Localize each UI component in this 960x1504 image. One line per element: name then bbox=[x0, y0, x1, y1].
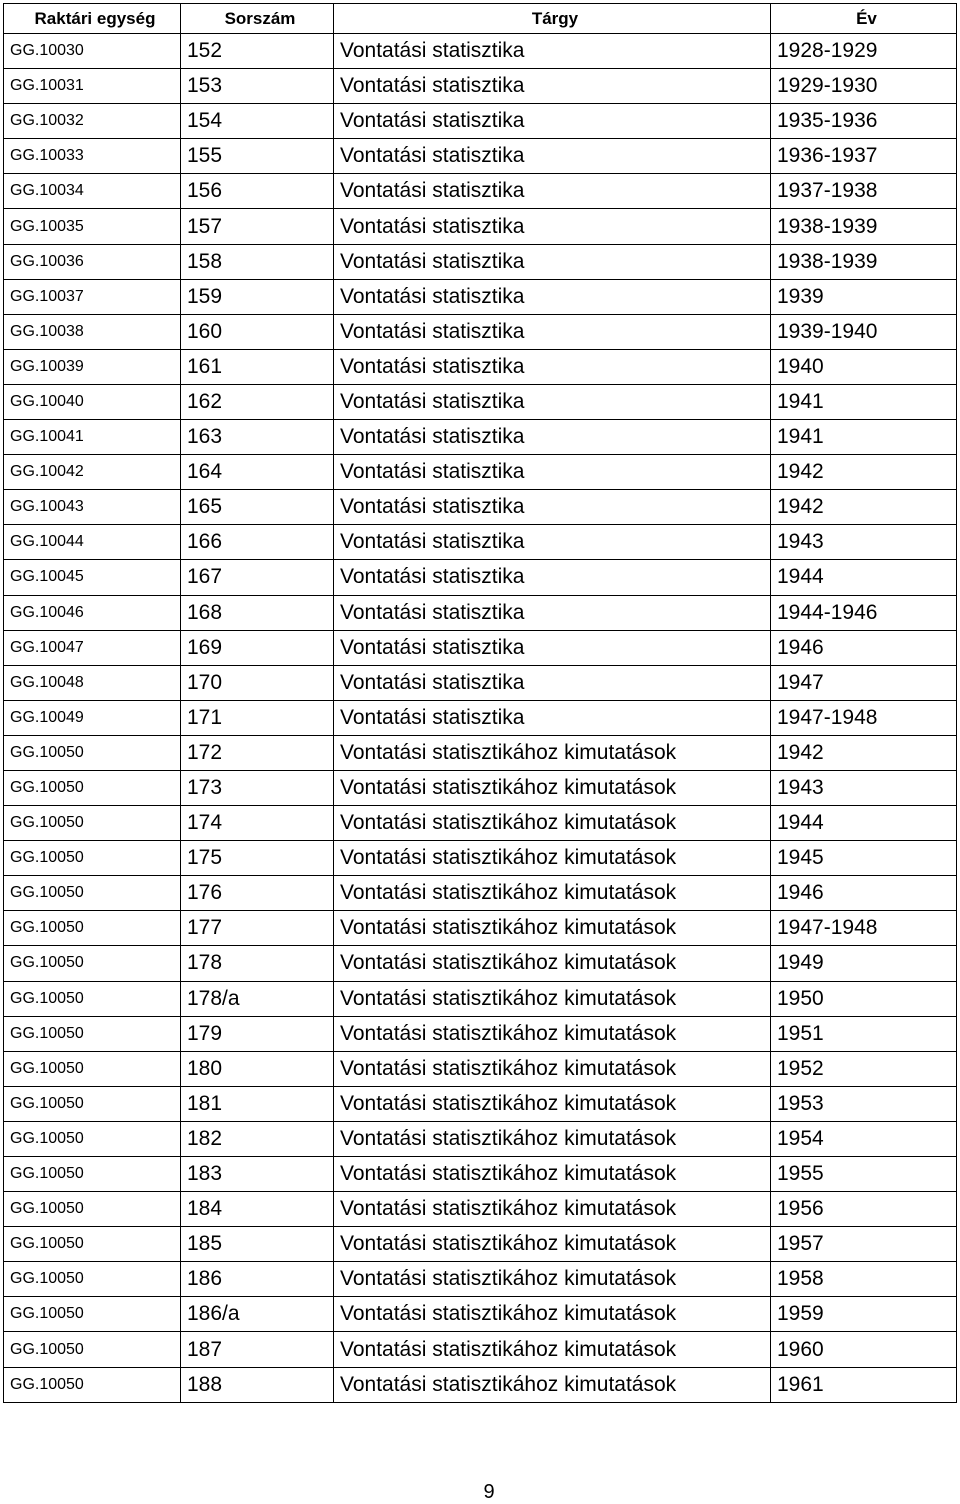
serial-number-cell: 165 bbox=[181, 490, 334, 525]
serial-number-cell: 183 bbox=[181, 1157, 334, 1192]
storage-unit-cell: GG.10039 bbox=[4, 349, 181, 384]
subject-cell: Vontatási statisztikához kimutatások bbox=[334, 1051, 771, 1086]
storage-unit-cell: GG.10050 bbox=[4, 1016, 181, 1051]
table-row bbox=[4, 1086, 957, 1121]
subject-cell: Vontatási statisztikához kimutatások bbox=[334, 1016, 771, 1051]
year-cell: 1939-1940 bbox=[771, 314, 957, 349]
serial-number-cell: 173 bbox=[181, 770, 334, 805]
serial-number-cell: 180 bbox=[181, 1051, 334, 1086]
subject-cell: Vontatási statisztika bbox=[334, 560, 771, 595]
storage-unit-cell: GG.10034 bbox=[4, 174, 181, 209]
year-cell: 1955 bbox=[771, 1157, 957, 1192]
table-row bbox=[4, 1016, 957, 1051]
subject-cell: Vontatási statisztikához kimutatások bbox=[334, 946, 771, 981]
subject-cell: Vontatási statisztika bbox=[334, 244, 771, 279]
storage-unit-cell: GG.10036 bbox=[4, 244, 181, 279]
storage-unit-cell: GG.10050 bbox=[4, 911, 181, 946]
table-row bbox=[4, 665, 957, 700]
serial-number-cell: 157 bbox=[181, 209, 334, 244]
table-row bbox=[4, 630, 957, 665]
year-cell: 1938-1939 bbox=[771, 209, 957, 244]
table-row bbox=[4, 279, 957, 314]
storage-unit-cell: GG.10044 bbox=[4, 525, 181, 560]
table-row bbox=[4, 525, 957, 560]
serial-number-cell: 182 bbox=[181, 1121, 334, 1156]
table-row bbox=[4, 455, 957, 490]
storage-unit-cell: GG.10041 bbox=[4, 420, 181, 455]
storage-unit-cell: GG.10050 bbox=[4, 1227, 181, 1262]
subject-cell: Vontatási statisztikához kimutatások bbox=[334, 981, 771, 1016]
subject-cell: Vontatási statisztika bbox=[334, 700, 771, 735]
subject-cell: Vontatási statisztikához kimutatások bbox=[334, 1297, 771, 1332]
table-row bbox=[4, 595, 957, 630]
table-row bbox=[4, 1227, 957, 1262]
year-cell: 1928-1929 bbox=[771, 34, 957, 69]
serial-number-cell: 160 bbox=[181, 314, 334, 349]
subject-cell: Vontatási statisztikához kimutatások bbox=[334, 735, 771, 770]
subject-cell: Vontatási statisztika bbox=[334, 174, 771, 209]
subject-cell: Vontatási statisztika bbox=[334, 595, 771, 630]
subject-cell: Vontatási statisztikához kimutatások bbox=[334, 1227, 771, 1262]
year-cell: 1944 bbox=[771, 560, 957, 595]
table-row bbox=[4, 69, 957, 104]
subject-cell: Vontatási statisztika bbox=[334, 420, 771, 455]
storage-unit-cell: GG.10048 bbox=[4, 665, 181, 700]
year-cell: 1946 bbox=[771, 630, 957, 665]
subject-cell: Vontatási statisztika bbox=[334, 384, 771, 419]
table-row bbox=[4, 1192, 957, 1227]
table-row bbox=[4, 244, 957, 279]
table-row bbox=[4, 384, 957, 419]
year-cell: 1947-1948 bbox=[771, 911, 957, 946]
storage-unit-cell: GG.10038 bbox=[4, 314, 181, 349]
year-cell: 1941 bbox=[771, 384, 957, 419]
column-header-storage-unit: Raktári egység bbox=[4, 4, 181, 34]
serial-number-cell: 174 bbox=[181, 806, 334, 841]
table-row bbox=[4, 841, 957, 876]
year-cell: 1942 bbox=[771, 735, 957, 770]
storage-unit-cell: GG.10031 bbox=[4, 69, 181, 104]
subject-cell: Vontatási statisztikához kimutatások bbox=[334, 1121, 771, 1156]
table-row bbox=[4, 1051, 957, 1086]
year-cell: 1937-1938 bbox=[771, 174, 957, 209]
year-cell: 1951 bbox=[771, 1016, 957, 1051]
table-row bbox=[4, 139, 957, 174]
storage-unit-cell: GG.10050 bbox=[4, 1332, 181, 1367]
table-row bbox=[4, 34, 957, 69]
year-cell: 1960 bbox=[771, 1332, 957, 1367]
year-cell: 1950 bbox=[771, 981, 957, 1016]
table-row bbox=[4, 174, 957, 209]
page-number: 9 bbox=[483, 1481, 495, 1503]
subject-cell: Vontatási statisztika bbox=[334, 139, 771, 174]
year-cell: 1945 bbox=[771, 841, 957, 876]
serial-number-cell: 168 bbox=[181, 595, 334, 630]
subject-cell: Vontatási statisztikához kimutatások bbox=[334, 770, 771, 805]
year-cell: 1942 bbox=[771, 490, 957, 525]
serial-number-cell: 181 bbox=[181, 1086, 334, 1121]
serial-number-cell: 158 bbox=[181, 244, 334, 279]
year-cell: 1940 bbox=[771, 349, 957, 384]
subject-cell: Vontatási statisztikához kimutatások bbox=[334, 1192, 771, 1227]
subject-cell: Vontatási statisztikához kimutatások bbox=[334, 911, 771, 946]
serial-number-cell: 156 bbox=[181, 174, 334, 209]
year-cell: 1952 bbox=[771, 1051, 957, 1086]
storage-unit-cell: GG.10050 bbox=[4, 806, 181, 841]
serial-number-cell: 170 bbox=[181, 665, 334, 700]
storage-unit-cell: GG.10037 bbox=[4, 279, 181, 314]
storage-unit-cell: GG.10050 bbox=[4, 1051, 181, 1086]
storage-unit-cell: GG.10050 bbox=[4, 1157, 181, 1192]
table-row bbox=[4, 770, 957, 805]
subject-cell: Vontatási statisztikához kimutatások bbox=[334, 1332, 771, 1367]
subject-cell: Vontatási statisztikához kimutatások bbox=[334, 806, 771, 841]
subject-cell: Vontatási statisztika bbox=[334, 314, 771, 349]
table-row bbox=[4, 806, 957, 841]
header-row bbox=[4, 4, 957, 34]
subject-cell: Vontatási statisztika bbox=[334, 349, 771, 384]
serial-number-cell: 188 bbox=[181, 1367, 334, 1402]
subject-cell: Vontatási statisztika bbox=[334, 630, 771, 665]
subject-cell: Vontatási statisztika bbox=[334, 104, 771, 139]
serial-number-cell: 155 bbox=[181, 139, 334, 174]
storage-unit-cell: GG.10045 bbox=[4, 560, 181, 595]
year-cell: 1941 bbox=[771, 420, 957, 455]
year-cell: 1938-1939 bbox=[771, 244, 957, 279]
table-row bbox=[4, 911, 957, 946]
storage-unit-cell: GG.10050 bbox=[4, 876, 181, 911]
table-header bbox=[4, 4, 957, 34]
serial-number-cell: 153 bbox=[181, 69, 334, 104]
serial-number-cell: 171 bbox=[181, 700, 334, 735]
storage-unit-cell: GG.10050 bbox=[4, 946, 181, 981]
year-cell: 1929-1930 bbox=[771, 69, 957, 104]
serial-number-cell: 177 bbox=[181, 911, 334, 946]
subject-cell: Vontatási statisztika bbox=[334, 279, 771, 314]
year-cell: 1958 bbox=[771, 1262, 957, 1297]
storage-unit-cell: GG.10050 bbox=[4, 1121, 181, 1156]
year-cell: 1961 bbox=[771, 1367, 957, 1402]
table-row bbox=[4, 735, 957, 770]
serial-number-cell: 152 bbox=[181, 34, 334, 69]
storage-unit-cell: GG.10040 bbox=[4, 384, 181, 419]
column-header-year: Év bbox=[771, 4, 957, 34]
serial-number-cell: 169 bbox=[181, 630, 334, 665]
serial-number-cell: 162 bbox=[181, 384, 334, 419]
table-row bbox=[4, 1121, 957, 1156]
serial-number-cell: 163 bbox=[181, 420, 334, 455]
year-cell: 1947-1948 bbox=[771, 700, 957, 735]
storage-unit-cell: GG.10043 bbox=[4, 490, 181, 525]
serial-number-cell: 179 bbox=[181, 1016, 334, 1051]
year-cell: 1947 bbox=[771, 665, 957, 700]
year-cell: 1944-1946 bbox=[771, 595, 957, 630]
serial-number-cell: 178/a bbox=[181, 981, 334, 1016]
table-row bbox=[4, 1297, 957, 1332]
serial-number-cell: 186/a bbox=[181, 1297, 334, 1332]
serial-number-cell: 164 bbox=[181, 455, 334, 490]
year-cell: 1936-1937 bbox=[771, 139, 957, 174]
year-cell: 1946 bbox=[771, 876, 957, 911]
storage-unit-cell: GG.10050 bbox=[4, 981, 181, 1016]
year-cell: 1957 bbox=[771, 1227, 957, 1262]
serial-number-cell: 154 bbox=[181, 104, 334, 139]
table-row bbox=[4, 104, 957, 139]
subject-cell: Vontatási statisztikához kimutatások bbox=[334, 876, 771, 911]
year-cell: 1943 bbox=[771, 770, 957, 805]
serial-number-cell: 159 bbox=[181, 279, 334, 314]
table-row bbox=[4, 1157, 957, 1192]
serial-number-cell: 178 bbox=[181, 946, 334, 981]
subject-cell: Vontatási statisztikához kimutatások bbox=[334, 1262, 771, 1297]
storage-unit-cell: GG.10047 bbox=[4, 630, 181, 665]
storage-unit-cell: GG.10050 bbox=[4, 735, 181, 770]
subject-cell: Vontatási statisztikához kimutatások bbox=[334, 1157, 771, 1192]
storage-unit-cell: GG.10050 bbox=[4, 770, 181, 805]
serial-number-cell: 186 bbox=[181, 1262, 334, 1297]
year-cell: 1943 bbox=[771, 525, 957, 560]
table-row bbox=[4, 349, 957, 384]
column-header-subject: Tárgy bbox=[334, 4, 771, 34]
serial-number-cell: 166 bbox=[181, 525, 334, 560]
table-row bbox=[4, 1262, 957, 1297]
storage-unit-cell: GG.10049 bbox=[4, 700, 181, 735]
serial-number-cell: 184 bbox=[181, 1192, 334, 1227]
subject-cell: Vontatási statisztikához kimutatások bbox=[334, 841, 771, 876]
year-cell: 1953 bbox=[771, 1086, 957, 1121]
subject-cell: Vontatási statisztika bbox=[334, 69, 771, 104]
year-cell: 1944 bbox=[771, 806, 957, 841]
year-cell: 1954 bbox=[771, 1121, 957, 1156]
serial-number-cell: 176 bbox=[181, 876, 334, 911]
year-cell: 1939 bbox=[771, 279, 957, 314]
storage-unit-cell: GG.10046 bbox=[4, 595, 181, 630]
storage-unit-cell: GG.10050 bbox=[4, 841, 181, 876]
table-row bbox=[4, 700, 957, 735]
subject-cell: Vontatási statisztika bbox=[334, 525, 771, 560]
table-row bbox=[4, 981, 957, 1016]
subject-cell: Vontatási statisztika bbox=[334, 209, 771, 244]
storage-unit-cell: GG.10050 bbox=[4, 1262, 181, 1297]
year-cell: 1956 bbox=[771, 1192, 957, 1227]
serial-number-cell: 175 bbox=[181, 841, 334, 876]
storage-unit-cell: GG.10050 bbox=[4, 1086, 181, 1121]
table-row bbox=[4, 1332, 957, 1367]
year-cell: 1942 bbox=[771, 455, 957, 490]
serial-number-cell: 167 bbox=[181, 560, 334, 595]
serial-number-cell: 187 bbox=[181, 1332, 334, 1367]
serial-number-cell: 161 bbox=[181, 349, 334, 384]
year-cell: 1935-1936 bbox=[771, 104, 957, 139]
serial-number-cell: 172 bbox=[181, 735, 334, 770]
subject-cell: Vontatási statisztikához kimutatások bbox=[334, 1086, 771, 1121]
table-row bbox=[4, 420, 957, 455]
table-row bbox=[4, 490, 957, 525]
table-row bbox=[4, 314, 957, 349]
storage-unit-cell: GG.10032 bbox=[4, 104, 181, 139]
subject-cell: Vontatási statisztika bbox=[334, 34, 771, 69]
subject-cell: Vontatási statisztika bbox=[334, 490, 771, 525]
column-header-serial-number: Sorszám bbox=[181, 4, 334, 34]
storage-unit-cell: GG.10050 bbox=[4, 1367, 181, 1402]
storage-unit-cell: GG.10035 bbox=[4, 209, 181, 244]
serial-number-cell: 185 bbox=[181, 1227, 334, 1262]
table-row bbox=[4, 876, 957, 911]
storage-unit-cell: GG.10050 bbox=[4, 1192, 181, 1227]
storage-unit-cell: GG.10050 bbox=[4, 1297, 181, 1332]
subject-cell: Vontatási statisztikához kimutatások bbox=[334, 1367, 771, 1402]
table-row bbox=[4, 560, 957, 595]
inventory-table bbox=[3, 3, 957, 1403]
table-body bbox=[4, 34, 957, 1403]
storage-unit-cell: GG.10042 bbox=[4, 455, 181, 490]
storage-unit-cell: GG.10033 bbox=[4, 139, 181, 174]
table-row bbox=[4, 1367, 957, 1402]
year-cell: 1949 bbox=[771, 946, 957, 981]
storage-unit-cell: GG.10030 bbox=[4, 34, 181, 69]
subject-cell: Vontatási statisztika bbox=[334, 455, 771, 490]
subject-cell: Vontatási statisztika bbox=[334, 665, 771, 700]
year-cell: 1959 bbox=[771, 1297, 957, 1332]
table-row bbox=[4, 946, 957, 981]
table-row bbox=[4, 209, 957, 244]
